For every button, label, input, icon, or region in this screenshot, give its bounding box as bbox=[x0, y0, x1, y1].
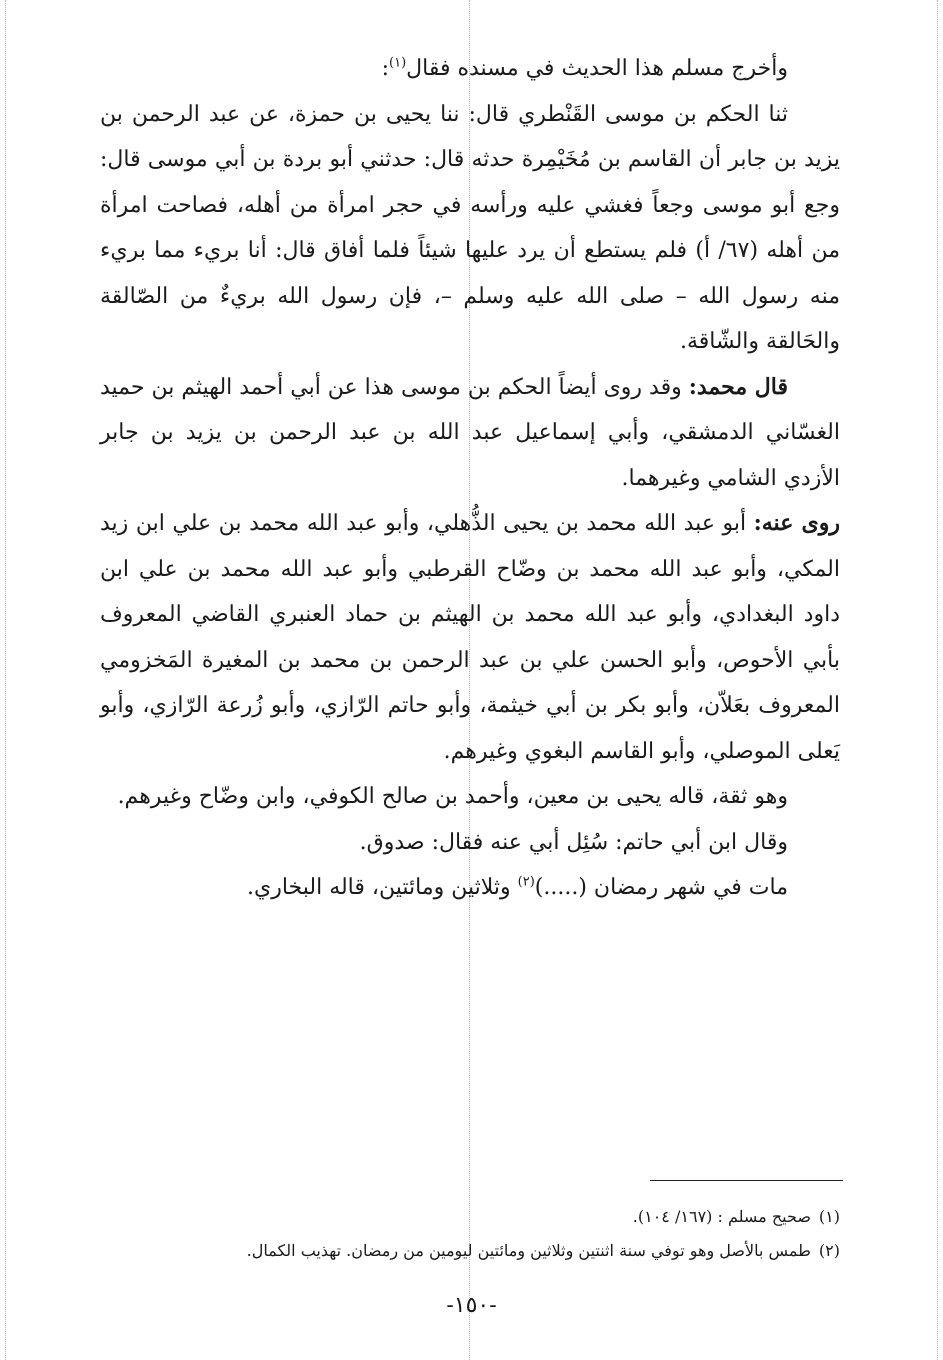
paragraph-1-text: وأخرج مسلم هذا الحديث في مسنده فقال bbox=[406, 56, 788, 81]
footnote-divider bbox=[650, 1180, 843, 1181]
footnote-2 bbox=[100, 1234, 840, 1268]
paragraph-1-end: : bbox=[381, 56, 390, 81]
page-number: -١٥٠- bbox=[446, 1293, 497, 1318]
footnote-ref-2: (٢) bbox=[517, 874, 535, 890]
footnotes bbox=[100, 1200, 840, 1268]
footnote-1-number: (١) bbox=[818, 1207, 840, 1226]
paragraph-7 bbox=[100, 865, 840, 911]
paragraph-3 bbox=[100, 365, 840, 502]
paragraph-3-text: وقد روى أيضاً الحكم بن موسى هذا عن أبي أحمد الهيثم بن حميد الغسّاني الدمشقي، وأبي إسماعيل عبد الله بن عبد الرحمن بن يزيد بن جابر الأزدي الشامي وغيرهما. bbox=[100, 374, 840, 491]
paragraph-1 bbox=[100, 46, 840, 92]
footnote-2-number: (٢) bbox=[818, 1241, 840, 1260]
paragraph-4 bbox=[100, 501, 840, 774]
footnote-1 bbox=[100, 1200, 840, 1234]
paragraph-7-text-a: مات في شهر رمضان (.....) bbox=[534, 875, 788, 900]
footnote-1-text: صحيح مسلم : (١٦٧/ ١٠٤). bbox=[632, 1207, 811, 1226]
main-text bbox=[100, 46, 840, 911]
margin-guide-left bbox=[5, 0, 6, 1360]
paragraph-2: ثنا الحكم بن موسى القَنْطري قال: ننا يحيى بن حمزة، عن عبد الرحمن بن يزيد بن جابر أن القاسم بن مُخَيْمِرة حدثه قال: حدثني أبو بردة بن أبي موسى قال: وجع أبو موسى وجعاً فغشي عليه ورأسه في حجر امرأة من أهله، فصاحت امرأة من أهله (٦٧/ أ) فلم يستطع أن يرد عليها شيئاً فلما أفاق قال: أنا بريء مما بريء منه رسول الله – صلى الله عليه وسلم –، فإن رسول الله بريءٌ من الصّالقة والحَالقة والشّاقة. bbox=[100, 101, 840, 354]
paragraph-6: وقال ابن أبي حاتم: سُئِل أبي عنه فقال: صدوق. bbox=[359, 829, 788, 855]
paragraph-4-lead: روى عنه: bbox=[753, 510, 840, 536]
paragraph-4-text: أبو عبد الله محمد بن يحيى الذُّهلي، وأبو عبد الله محمد بن علي ابن زيد المكي، وأبو عبد الله محمد بن وضّاح القرطبي وأبو عبد الله محمد بن علي ابن داود البغدادي، وأبو عبد الله محمد بن الهيثم بن حماد العنبري القاضي المعروف بأبي الأحوص، وأبو الحسن علي بن عبد الرحمن بن محمد بن المغيرة المَخزومي المعروف بعَلاّن، وأبو بكر بن أبي خيثمة، وأبو حاتم الرّازي، وأبو زُرعة الرّازي، وأبو يَعلى الموصلي، وأبو القاسم البغوي وغيرهم. bbox=[100, 511, 840, 764]
paragraph-5: وهو ثقة، قاله يحيى بن معين، وأحمد بن صالح الكوفي، وابن وضّاح وغيرهم. bbox=[117, 784, 788, 809]
footnote-ref-1: (١) bbox=[389, 55, 407, 71]
paragraph-3-lead: قال محمد: bbox=[688, 373, 788, 400]
margin-guide-right bbox=[937, 0, 938, 1360]
paragraph-7-text-b: وثلاثين ومائتين، قاله البخاري. bbox=[247, 875, 518, 900]
footnote-2-text: طمس بالأصل وهو توفي سنة اثنتين وثلاثين ومائتين ليومين من رمضان. تهذيب الكمال. bbox=[246, 1241, 811, 1260]
